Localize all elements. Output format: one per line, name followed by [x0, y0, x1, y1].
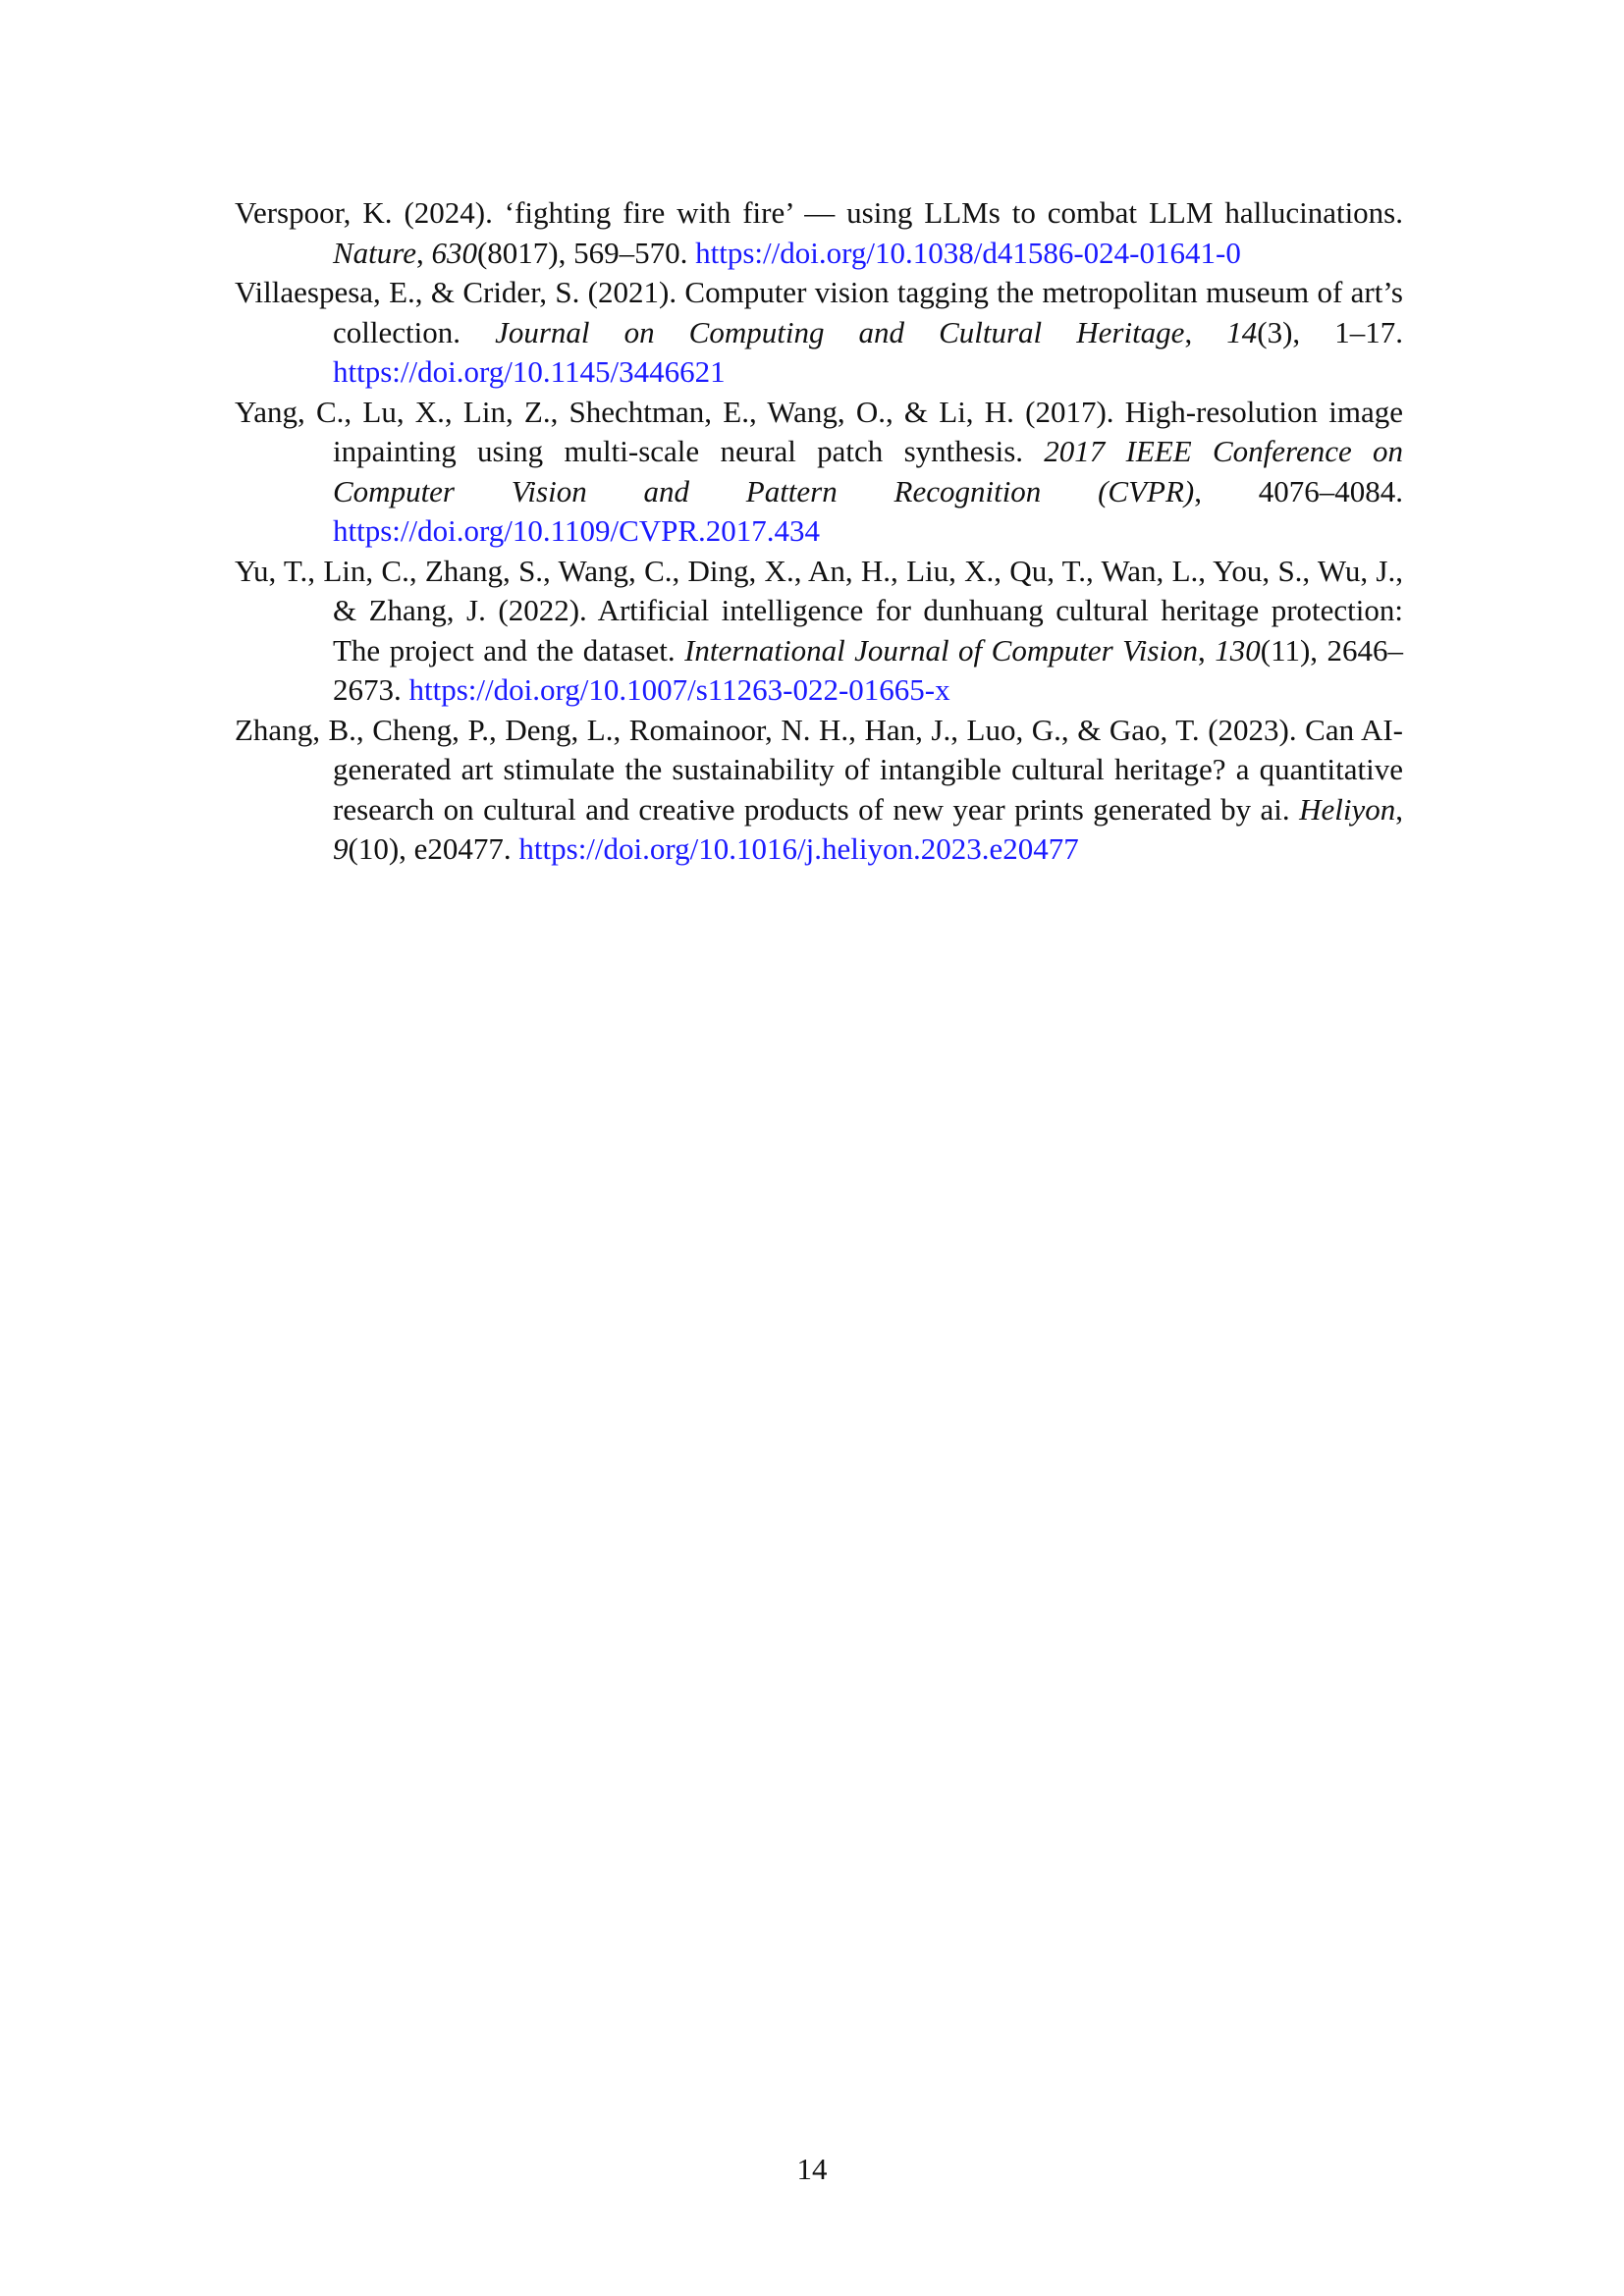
reference-separator: , — [1395, 791, 1403, 827]
reference-venue: Nature — [333, 235, 416, 270]
doi-link[interactable]: https://doi.org/10.1016/j.heliyon.2023.e20477 — [518, 831, 1079, 866]
reference-pages: (3), 1–17. — [1257, 314, 1404, 349]
reference-separator: , — [1198, 632, 1216, 667]
reference-venue: Heliyon — [1299, 791, 1396, 827]
reference-volume: 9 — [333, 831, 349, 866]
reference-pages: (10), e20477. — [348, 831, 519, 866]
reference-entry — [235, 193, 1403, 273]
reference-text: Villaespesa, E., & Crider, S. (2021). Computer vision tagging the metropolitan museum of art’s collection. — [235, 275, 1403, 349]
reference-volume: 630 — [431, 235, 477, 270]
doi-link[interactable]: https://doi.org/10.1109/CVPR.2017.434 — [333, 513, 821, 548]
reference-volume: 14 — [1226, 314, 1258, 349]
doi-link[interactable]: https://doi.org/10.1038/d41586-024-01641-0 — [695, 235, 1241, 270]
page-number: 14 — [796, 2152, 828, 2186]
reference-separator: , — [1184, 314, 1227, 349]
reference-list — [235, 193, 1403, 870]
reference-venue: Journal on Computing and Cultural Heritage — [495, 314, 1185, 349]
reference-entry — [235, 273, 1403, 393]
reference-entry — [235, 711, 1403, 870]
doi-link[interactable]: https://doi.org/10.1007/s11263-022-01665-x — [408, 672, 950, 707]
reference-volume: 130 — [1215, 632, 1261, 667]
reference-separator: , — [415, 235, 432, 270]
reference-pages: (11), 2646–2673. — [333, 632, 1404, 707]
reference-separator: , 4076–4084. — [1194, 473, 1403, 508]
reference-text: Yang, C., Lu, X., Lin, Z., Shechtman, E., Wang, O., & Li, H. (2017). High-resolution image inpainting using multi-scale neural patch synthesis. — [235, 394, 1403, 468]
reference-venue: 2017 IEEE Conference on Computer Vision and Pattern Recognition (CVPR) — [333, 434, 1403, 508]
reference-text: Yu, T., Lin, C., Zhang, S., Wang, C., Ding, X., An, H., Liu, X., Qu, T., Wan, L., You, S., Wu, J., & Zhang, J. (2022). Artificial intelligence for dunhuang cultural heritage protection: The project and the dataset. — [235, 553, 1403, 667]
reference-pages: (8017), 569–570. — [476, 235, 696, 270]
reference-venue: International Journal of Computer Vision — [684, 632, 1199, 667]
reference-text: Zhang, B., Cheng, P., Deng, L., Romainoor, N. H., Han, J., Luo, G., & Gao, T. (2023). Can AI-generated art stimulate the sustainability of intangible cultural heritage? a quantitative research on cultural and creative products of new year prints generated by ai. — [235, 712, 1403, 827]
reference-entry — [235, 552, 1403, 711]
doi-link[interactable]: https://doi.org/10.1145/3446621 — [333, 354, 726, 389]
reference-entry — [235, 393, 1403, 552]
reference-text: Verspoor, K. (2024). ‘fighting fire with fire’ — using LLMs to combat LLM hallucinations. — [235, 195, 1403, 230]
